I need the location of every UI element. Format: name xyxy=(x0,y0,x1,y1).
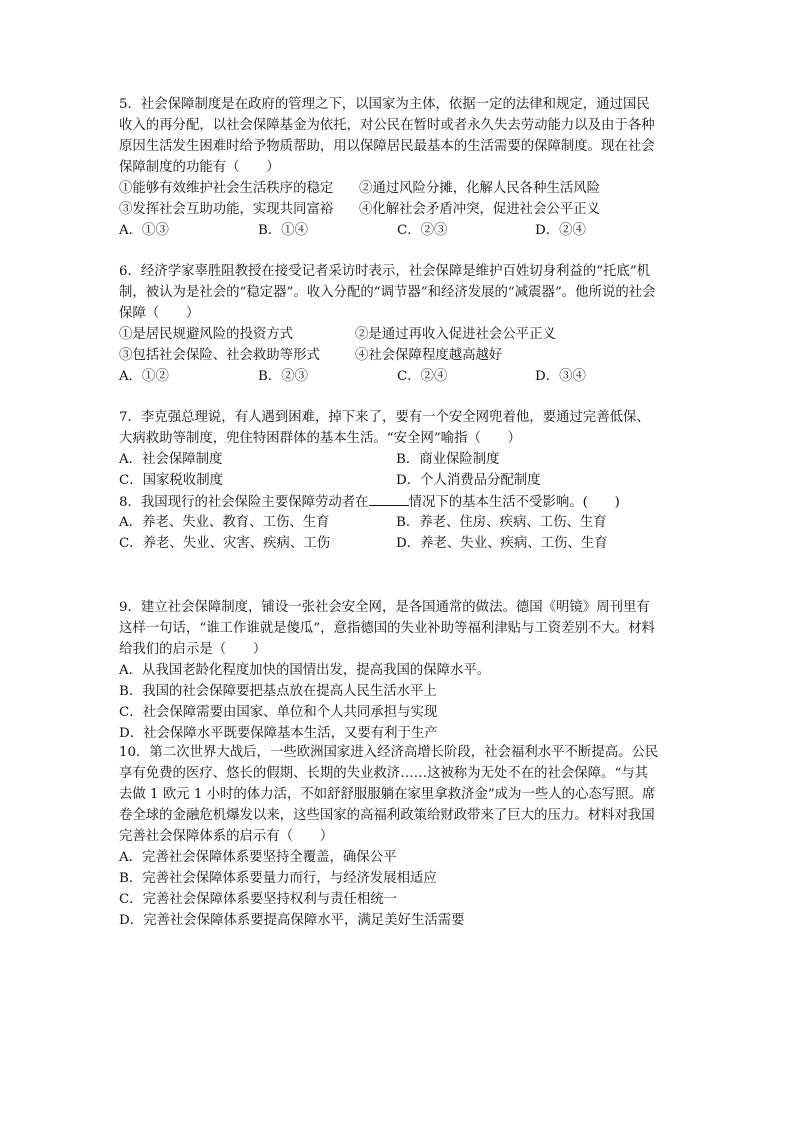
option-d[interactable]: D．个人消费品分配制度 xyxy=(396,473,541,488)
option-a[interactable]: A．社会保障制度 xyxy=(119,452,223,467)
question-stem-line: 享有免费的医疗、悠长的假期、长期的失业救济……这被称为无处不在的社会保障。“与其 xyxy=(119,766,649,781)
option-d[interactable]: D．完善社会保障体系要提高保障水平，满足美好生活需要 xyxy=(119,913,465,928)
option-b[interactable]: B．商业保险制度 xyxy=(396,452,500,467)
question-stem-line: 卷全球的金融危机爆发以来，这些国家的高福利政策给财政带来了巨大的压力。材料对我国 xyxy=(119,808,655,823)
question-6 xyxy=(119,261,679,387)
question-stem-line: 大病救助等制度，兜住特困群体的基本生活。“安全网”喻指（ ） xyxy=(119,431,522,446)
option-b[interactable]: B．②③ xyxy=(258,369,309,384)
question-7 xyxy=(119,407,679,491)
option-c[interactable]: C．国家税收制度 xyxy=(119,473,223,488)
option-d[interactable]: D．③④ xyxy=(535,369,586,384)
question-stem-text: 情况下的基本生活不受影响。( ) xyxy=(408,495,620,510)
statement-row xyxy=(119,324,679,345)
options-row xyxy=(119,449,679,470)
option-d[interactable]: D．②④ xyxy=(535,223,586,238)
option-c[interactable]: C．社会保障需要由国家、单位和个人共同承担与实现 xyxy=(119,705,438,720)
option-a[interactable]: A．养老、失业、教育、工伤、生育 xyxy=(119,515,330,530)
options-row xyxy=(119,366,679,387)
statement-item: ④化解社会矛盾冲突，促进社会公平正义 xyxy=(359,202,601,217)
statement-row xyxy=(119,345,679,366)
options-row xyxy=(119,470,679,491)
question-stem-line: 这样一句话，“谁工作谁就是傻瓜”，意指德国的失业补助等福利津贴与工资差别不大。材料 xyxy=(119,621,655,636)
option-c[interactable]: C．完善社会保障体系要坚持权利与责任相统一 xyxy=(119,892,398,907)
question-stem-line: 7．李克强总理说，有人遇到困难，掉下来了，要有一个安全网兜着他，要通过完善低保、 xyxy=(119,410,650,425)
option-a[interactable]: A．①② xyxy=(119,369,169,384)
fill-blank xyxy=(369,491,409,506)
option-b[interactable]: B．养老、住房、疾病、工伤、生育 xyxy=(396,515,607,530)
question-stem-line: 10．第二次世界大战后，一些欧洲国家进入经济高增长阶段，社会福利水平不断提高。公民 xyxy=(119,745,659,760)
statement-item: ③包括社会保险、社会救助等形式 xyxy=(119,348,320,363)
statement-item: ②通过风险分摊，化解人民各种生活风险 xyxy=(359,181,601,196)
option-b[interactable]: B．完善社会保障体系要量力而行，与经济发展相适应 xyxy=(119,871,437,886)
question-stem-line: 保障（ ） xyxy=(119,306,200,321)
question-stem-line: 9．建立社会保障制度，铺设一张社会安全网，是各国通常的做法。德国《明镜》周刊里有 xyxy=(119,600,650,615)
question-9 xyxy=(119,597,679,744)
options-row xyxy=(119,533,679,554)
question-10 xyxy=(119,742,679,931)
statement-item: ④社会保障程度越高越好 xyxy=(355,348,503,363)
question-stem-line: 给我们的启示是（ ） xyxy=(119,642,267,657)
option-c[interactable]: C．养老、失业、灾害、疾病、工伤 xyxy=(119,536,331,551)
options-row xyxy=(119,220,679,241)
option-d[interactable]: D．社会保障水平既要保障基本生活，又要有利于生产 xyxy=(119,726,438,741)
statement-row xyxy=(119,199,679,220)
question-stem-line: 去做 1 欧元 1 小时的体力活，不如舒舒服服躺在家里拿救济金”成为一些人的心态写照。席 xyxy=(119,787,656,802)
option-b[interactable]: B．我国的社会保障要把基点放在提高人民生活水平上 xyxy=(119,684,437,699)
option-a[interactable]: A．从我国老龄化程度加快的国情出发，提高我国的保障水平。 xyxy=(119,663,491,678)
statement-item: ①能够有效维护社会生活秩序的稳定 xyxy=(119,181,334,196)
question-stem-line xyxy=(119,491,679,512)
options-row xyxy=(119,512,679,533)
question-stem-line: 6．经济学家辜胜阻教授在接受记者采访时表示，社会保障是维护百姓切身利益的“托底”机 xyxy=(119,264,651,279)
option-a[interactable]: A．完善社会保障体系要坚持全覆盖，确保公平 xyxy=(119,850,397,865)
question-8 xyxy=(119,491,679,554)
question-stem-line: 制，被认为是社会的“稳定器”。收入分配的“调节器”和经济发展的“减震器”。他所说的社会 xyxy=(119,285,656,300)
option-a[interactable]: A．①③ xyxy=(119,223,169,238)
option-b[interactable]: B．①④ xyxy=(258,223,309,238)
option-d[interactable]: D．养老、失业、疾病、工伤、生育 xyxy=(396,536,608,551)
question-stem-text: 8．我国现行的社会保险主要保障劳动者在 xyxy=(119,495,369,510)
question-stem-line: 保障制度的功能有（ ） xyxy=(119,160,280,175)
question-stem-line: 原因生活发生困难时给予物质帮助，用以保障居民最基本的生活需要的保障制度。现在社会 xyxy=(119,139,655,154)
option-c[interactable]: C．②③ xyxy=(397,223,448,238)
option-c[interactable]: C．②④ xyxy=(397,369,448,384)
statement-item: ①是居民规避风险的投资方式 xyxy=(119,327,294,342)
statement-item: ②是通过再收入促进社会公平正义 xyxy=(355,327,556,342)
question-stem-line: 完善社会保障体系的启示有（ ） xyxy=(119,829,334,844)
statement-row xyxy=(119,178,679,199)
question-stem-line: 5．社会保障制度是在政府的管理之下，以国家为主体，依据一定的法律和规定，通过国民 xyxy=(119,97,650,112)
statement-item: ③发挥社会互助功能，实现共同富裕 xyxy=(119,202,334,217)
question-5 xyxy=(119,94,679,241)
question-stem-line: 收入的再分配，以社会保障基金为依托，对公民在暂时或者永久失去劳动能力以及由于各种 xyxy=(119,118,655,133)
